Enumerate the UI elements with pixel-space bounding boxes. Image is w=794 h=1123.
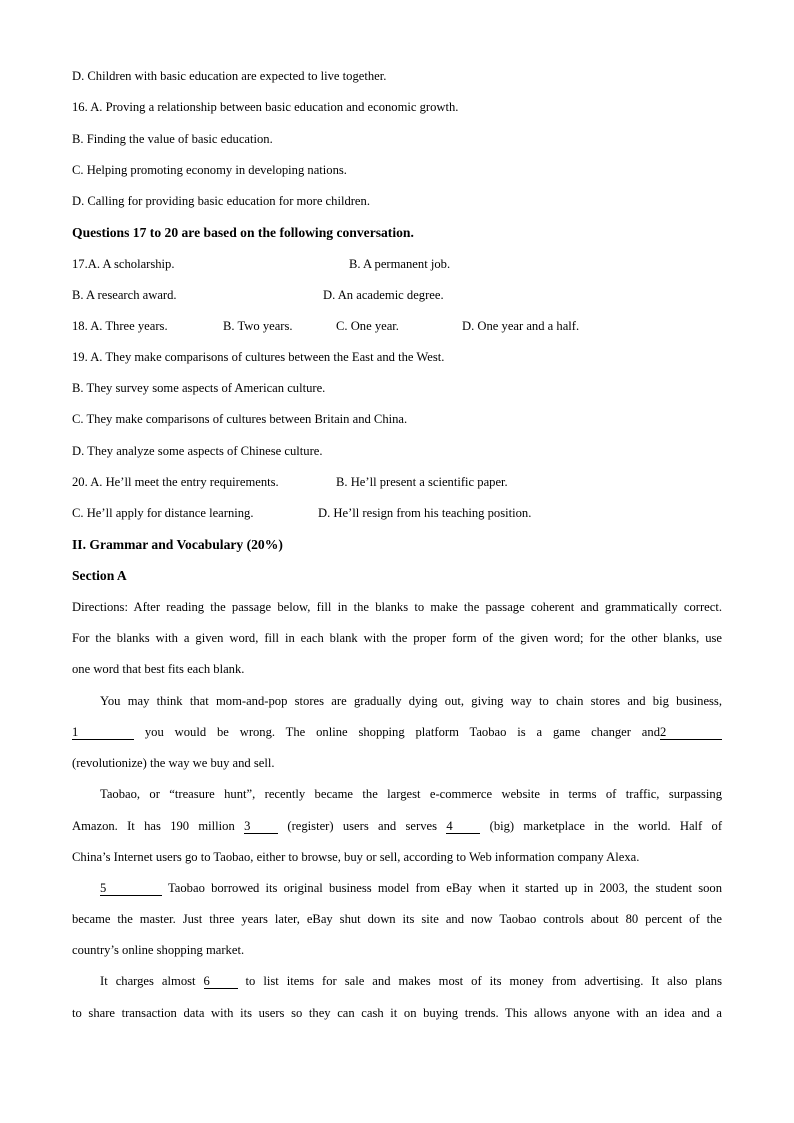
q20-row-2 bbox=[72, 505, 532, 521]
q20-option-c: C. He’ll apply for distance learning. bbox=[72, 506, 254, 520]
passage-text: (register) users and serves bbox=[287, 819, 437, 833]
q17-option-a: 17.A. A scholarship. bbox=[72, 257, 175, 271]
passage-text: to list items for sale and makes most of its money from advertising. It also plans bbox=[245, 974, 722, 988]
q18-option-a: 18. A. Three years. bbox=[72, 319, 168, 333]
passage-p1-line-1: You may think that mom-and-pop stores are gradually dying out, giving way to chain stores and big business, bbox=[100, 694, 722, 708]
directions-line-3: one word that best fits each blank. bbox=[72, 662, 245, 676]
q15-option-d: D. Children with basic education are expected to live together. bbox=[72, 69, 387, 83]
q19-option-d: D. They analyze some aspects of Chinese culture. bbox=[72, 444, 323, 458]
q20-option-b: B. He’ll present a scientific paper. bbox=[336, 475, 508, 489]
blank-1[interactable]: 1 bbox=[72, 726, 134, 740]
q17-option-c: B. A research award. bbox=[72, 288, 177, 302]
passage-p3-line-3: country’s online shopping market. bbox=[72, 943, 245, 957]
q16-option-d: D. Calling for providing basic education for more children. bbox=[72, 194, 370, 208]
passage-p2-line-2 bbox=[72, 818, 722, 834]
q17-row-2 bbox=[72, 287, 444, 303]
q20-row-1 bbox=[72, 474, 508, 490]
passage-text: Taobao borrowed its original business model from eBay when it started up in 2003, the student soon bbox=[167, 881, 723, 895]
directions-line-1: Directions: After reading the passage below, fill in the blanks to make the passage coherent and grammatically correct. bbox=[72, 600, 722, 614]
passage-p4-line-2: to share transaction data with its users so they can cash it on buying trends. This allows anyone with an idea and a bbox=[72, 1006, 722, 1020]
q18-option-b: B. Two years. bbox=[223, 319, 293, 333]
q16-option-b: B. Finding the value of basic education. bbox=[72, 132, 273, 146]
q19-option-b: B. They survey some aspects of American culture. bbox=[72, 381, 326, 395]
q17-option-b: B. A permanent job. bbox=[349, 257, 451, 271]
passage-p1-line-2 bbox=[72, 724, 722, 740]
passage-text: you would be wrong. The online shopping platform Taobao is a game changer and bbox=[144, 725, 660, 739]
directions-line-2: For the blanks with a given word, fill in each blank with the proper form of the given word; for the other blanks, use bbox=[72, 631, 722, 645]
q20-option-a: 20. A. He’ll meet the entry requirements. bbox=[72, 475, 279, 489]
q16-option-c: C. Helping promoting economy in developing nations. bbox=[72, 163, 347, 177]
q20-option-d: D. He’ll resign from his teaching position. bbox=[318, 506, 532, 520]
q19-option-c: C. They make comparisons of cultures between Britain and China. bbox=[72, 412, 408, 426]
passage-p3-line-2: became the master. Just three years later, eBay shut down its site and now Taobao controls about 80 percent of the bbox=[72, 912, 722, 926]
blank-4[interactable]: 4 bbox=[446, 820, 480, 834]
section-2-heading: II. Grammar and Vocabulary (20%) bbox=[72, 537, 283, 552]
blank-2[interactable]: 2 bbox=[660, 726, 722, 740]
section-a-heading: Section A bbox=[72, 568, 127, 583]
q18-option-c: C. One year. bbox=[336, 319, 399, 333]
passage-p4-line-1 bbox=[100, 973, 722, 989]
passage-text: (big) marketplace in the world. Half of bbox=[489, 819, 723, 833]
blank-6[interactable]: 6 bbox=[204, 975, 238, 989]
q17-row-1 bbox=[72, 256, 451, 272]
blank-3[interactable]: 3 bbox=[244, 820, 278, 834]
passage-p2-line-1: Taobao, or “treasure hunt”, recently became the largest e-commerce website in terms of traffic, surpassing bbox=[100, 787, 722, 801]
passage-p3-line-1 bbox=[100, 880, 722, 896]
q18-option-d: D. One year and a half. bbox=[462, 319, 580, 333]
q16-option-a: 16. A. Proving a relationship between basic education and economic growth. bbox=[72, 100, 459, 114]
q17-option-d: D. An academic degree. bbox=[323, 288, 444, 302]
blank-5[interactable]: 5 bbox=[100, 882, 162, 896]
passage-text: Amazon. It has 190 million bbox=[72, 819, 235, 833]
passage-p1-line-3: (revolutionize) the way we buy and sell. bbox=[72, 756, 275, 770]
q19-option-a: 19. A. They make comparisons of cultures between the East and the West. bbox=[72, 350, 445, 364]
heading-questions-17-20: Questions 17 to 20 are based on the following conversation. bbox=[72, 225, 414, 240]
passage-text: It charges almost bbox=[100, 974, 196, 988]
q18-row bbox=[72, 318, 580, 334]
passage-p2-line-3: China’s Internet users go to Taobao, either to browse, buy or sell, according to Web information company Alexa. bbox=[72, 850, 640, 864]
